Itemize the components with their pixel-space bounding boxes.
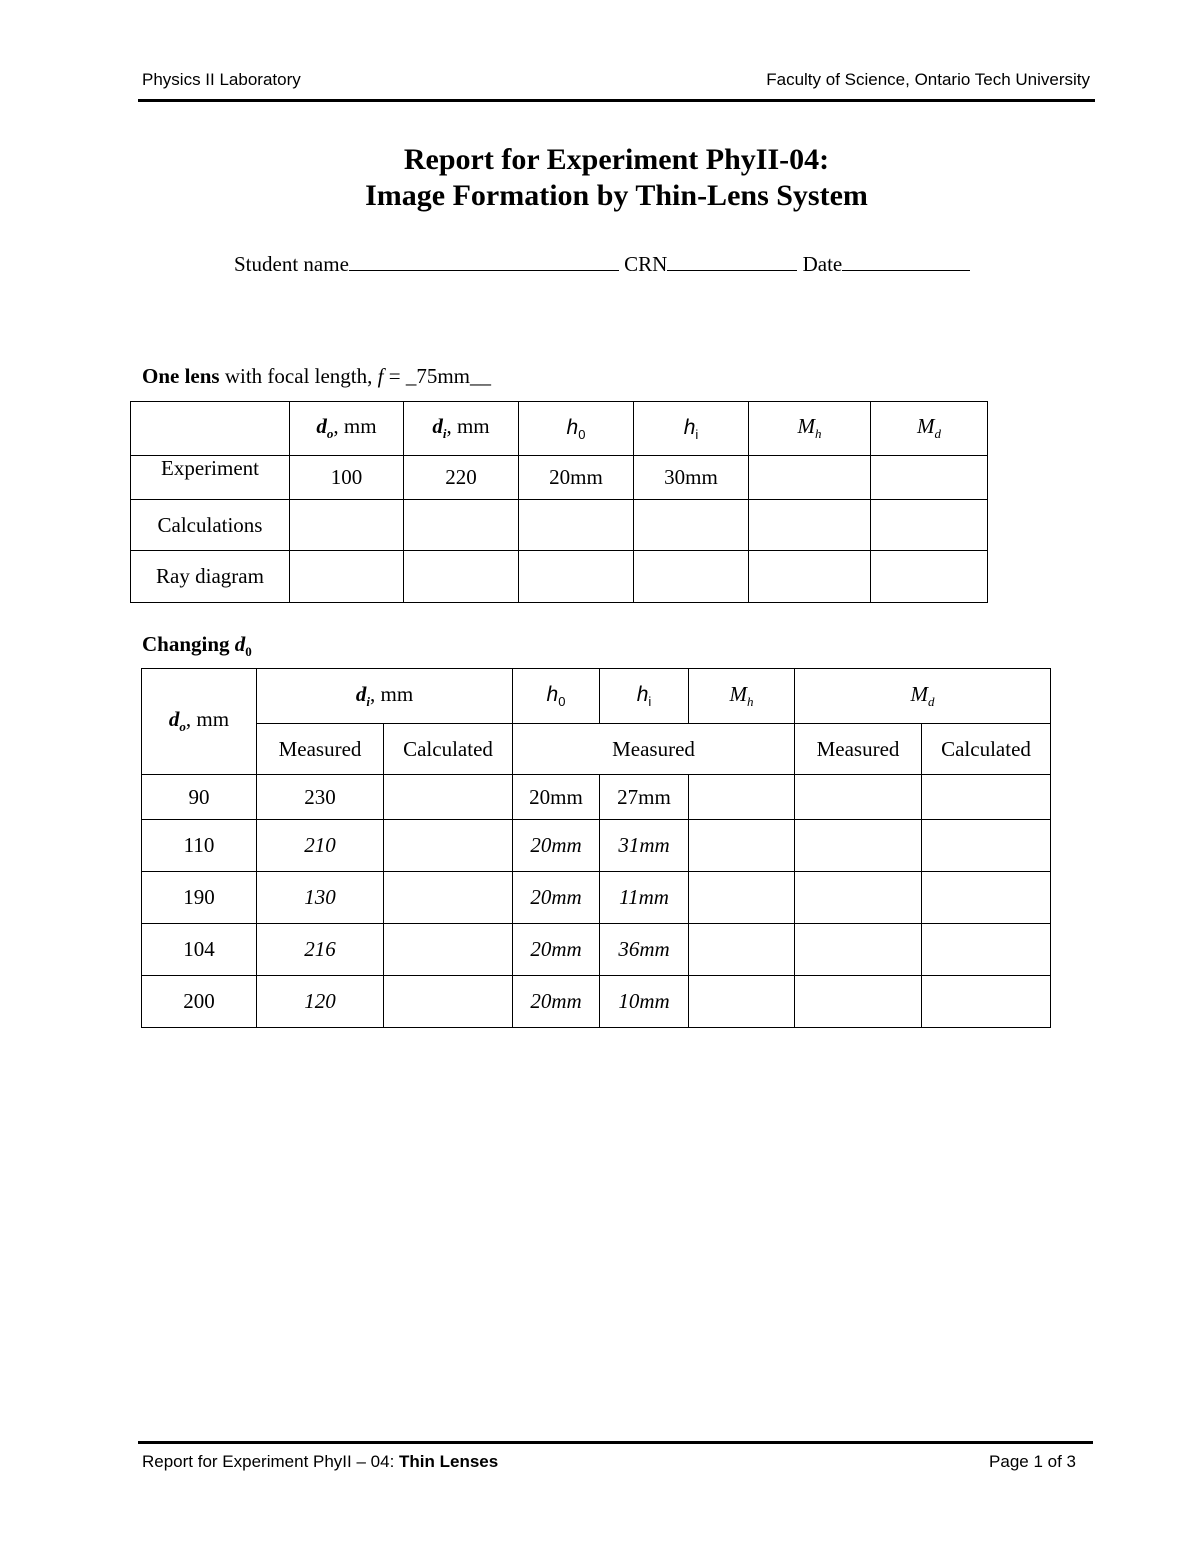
cell-ho: 20mm — [513, 775, 600, 820]
cell-mh[interactable] — [689, 820, 795, 872]
cell-di-measured: 216 — [257, 924, 384, 976]
cell-md-calculated[interactable] — [922, 820, 1051, 872]
cell-di-measured: 230 — [257, 775, 384, 820]
row-label: Experiment — [131, 456, 290, 500]
cell-hi[interactable] — [634, 500, 749, 551]
student-info-line — [234, 250, 970, 277]
one-lens-caption — [142, 364, 491, 389]
header-md: $M_d$ — [871, 402, 988, 456]
cell-di: 220 — [404, 456, 519, 500]
cell-md-calculated[interactable] — [922, 872, 1051, 924]
cell-md[interactable] — [871, 500, 988, 551]
cell-mh[interactable] — [749, 551, 871, 603]
cell-ho[interactable] — [519, 551, 634, 603]
header-ho: $h_0$ — [519, 402, 634, 456]
cell-ho[interactable] — [519, 500, 634, 551]
cell-ho: 20mm — [513, 872, 600, 924]
cell-md-calculated[interactable] — [922, 775, 1051, 820]
subheader-h-measured: Measured — [513, 724, 795, 775]
changing-caption-text: Changing — [142, 632, 235, 656]
cell-md-measured[interactable] — [795, 820, 922, 872]
cell-md-measured[interactable] — [795, 872, 922, 924]
changing-do-caption — [142, 632, 252, 660]
focal-symbol: f — [377, 364, 384, 388]
page-number: Page 1 of 3 — [989, 1452, 1076, 1471]
title-line-1: Report for Experiment PhyII-04: — [403, 143, 830, 176]
cell-di-measured: 130 — [257, 872, 384, 924]
subheader-di-calculated: Calculated — [384, 724, 513, 775]
cell-hi: 31mm — [600, 820, 689, 872]
header-mh: $M_h$ — [689, 669, 795, 724]
table-row — [142, 976, 1051, 1028]
cell-do: 100 — [290, 456, 404, 500]
header-right: Faculty of Science, Ontario Tech University — [766, 70, 1090, 89]
date-label: Date — [802, 252, 843, 276]
cell-ho: 20mm — [513, 820, 600, 872]
student-name-field[interactable] — [349, 250, 619, 271]
table-row — [142, 872, 1051, 924]
cell-mh[interactable] — [689, 775, 795, 820]
cell-hi: 10mm — [600, 976, 689, 1028]
cell-do: 110 — [142, 820, 257, 872]
table-row — [131, 551, 988, 603]
cell-hi: 11mm — [600, 872, 689, 924]
table-row — [142, 820, 1051, 872]
header-do: $d_o$, mm — [142, 669, 257, 775]
subheader-md-calculated: Calculated — [922, 724, 1051, 775]
cell-mh[interactable] — [749, 456, 871, 500]
cell-di-measured: 120 — [257, 976, 384, 1028]
cell-do[interactable] — [290, 500, 404, 551]
header-blank-cell — [131, 402, 290, 456]
cell-hi: 27mm — [600, 775, 689, 820]
one-lens-caption-text: with focal length, — [219, 364, 378, 388]
cell-md-measured[interactable] — [795, 976, 922, 1028]
one-lens-header-row — [131, 402, 988, 456]
header-rule — [138, 99, 1095, 102]
cell-di-calculated[interactable] — [384, 872, 513, 924]
table-row — [142, 924, 1051, 976]
subheader-md-measured: Measured — [795, 724, 922, 775]
cell-hi: 36mm — [600, 924, 689, 976]
cell-do: 90 — [142, 775, 257, 820]
cell-md[interactable] — [871, 456, 988, 500]
header-mh: $M_h$ — [749, 402, 871, 456]
cell-di-calculated[interactable] — [384, 924, 513, 976]
changing-do-table — [141, 668, 1051, 1028]
table-row — [142, 775, 1051, 820]
row-label: Calculations — [131, 500, 290, 551]
footer-left-text: Report for Experiment PhyII – 04: — [142, 1452, 400, 1471]
header-left: Physics II Laboratory — [142, 70, 301, 89]
cell-di-calculated[interactable] — [384, 775, 513, 820]
cell-mh[interactable] — [689, 924, 795, 976]
cell-di-measured: 210 — [257, 820, 384, 872]
cell-di[interactable] — [404, 500, 519, 551]
footer-left-bold: Thin Lenses — [399, 1452, 499, 1471]
cell-di[interactable] — [404, 551, 519, 603]
changing-caption-sub: 0 — [245, 644, 252, 660]
cell-di-calculated[interactable] — [384, 820, 513, 872]
cell-do[interactable] — [290, 551, 404, 603]
one-lens-table — [130, 401, 988, 603]
header-hi: $h_i$ — [634, 402, 749, 456]
cell-hi[interactable] — [634, 551, 749, 603]
crn-field[interactable] — [667, 250, 797, 271]
header-ho: $h_0$ — [513, 669, 600, 724]
header-di: $d_i$, mm — [404, 402, 519, 456]
changing-header-row — [142, 669, 1051, 724]
cell-do: 104 — [142, 924, 257, 976]
title-line-2: Image Formation by Thin-Lens System — [365, 179, 868, 212]
changing-subheader-row — [142, 724, 1051, 775]
table-row — [131, 500, 988, 551]
subheader-di-measured: Measured — [257, 724, 384, 775]
footer-left — [142, 1452, 498, 1472]
student-name-label: Student name — [234, 252, 349, 276]
cell-do: 190 — [142, 872, 257, 924]
page-title — [0, 142, 1200, 214]
focal-value: = _75mm__ — [383, 364, 491, 388]
header-do: $d_o$, mm — [290, 402, 404, 456]
crn-label: CRN — [624, 252, 668, 276]
cell-mh[interactable] — [689, 976, 795, 1028]
changing-caption-var: d — [234, 632, 246, 656]
cell-md-calculated[interactable] — [922, 976, 1051, 1028]
cell-ho: 20mm — [519, 456, 634, 500]
cell-md[interactable] — [871, 551, 988, 603]
table-row — [131, 456, 988, 500]
cell-mh[interactable] — [689, 872, 795, 924]
one-lens-caption-bold: One lens — [142, 364, 220, 388]
cell-ho: 20mm — [513, 924, 600, 976]
cell-ho: 20mm — [513, 976, 600, 1028]
header-md: $M_d$ — [795, 669, 1051, 724]
cell-mh[interactable] — [749, 500, 871, 551]
cell-hi: 30mm — [634, 456, 749, 500]
date-field[interactable] — [842, 250, 970, 271]
footer-rule — [138, 1441, 1093, 1444]
cell-md-measured[interactable] — [795, 924, 922, 976]
cell-di-calculated[interactable] — [384, 976, 513, 1028]
header-di: $d_i$, mm — [257, 669, 513, 724]
cell-do: 200 — [142, 976, 257, 1028]
cell-md-measured[interactable] — [795, 775, 922, 820]
row-label: Ray diagram — [131, 551, 290, 603]
cell-md-calculated[interactable] — [922, 924, 1051, 976]
header-hi: $h_i$ — [600, 669, 689, 724]
